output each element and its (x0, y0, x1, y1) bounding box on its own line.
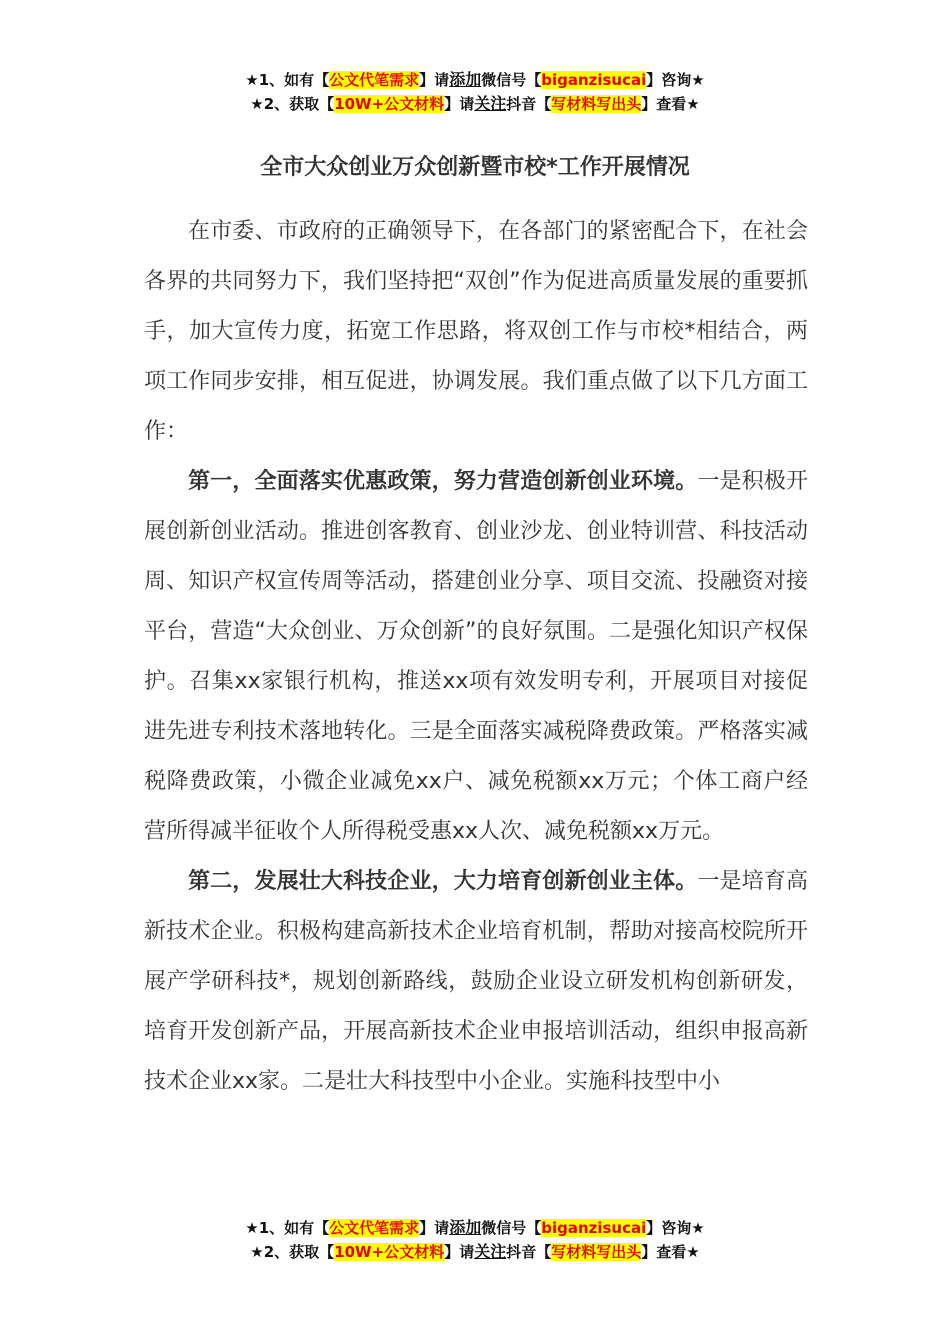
header-promo-banner (0, 68, 950, 116)
highlight-wechat-id: biganzisucai (541, 71, 647, 89)
footer-promo-banner (0, 1216, 950, 1264)
paragraph-second: 第二，发展壮大科技企业，大力培育创新创业主体。一是培育高新技术企业。积极构建高新技术企业培育机制，帮助对接高校院所开展产学研科技*，规划创新路线，鼓励企业设立研发机构创新研发，培育开发创新产品，开展高新技术企业申报培训活动，组织申报高新技术企业xx家。二是壮大科技型中小企业。实施科技型中小 (144, 869, 808, 1094)
highlight-materials: 10W+公文材料 (334, 1243, 445, 1261)
paragraph-heading: 第二，发展壮大科技企业，大力培育创新创业主体。 (188, 869, 698, 894)
document-body (144, 207, 808, 1107)
emphasis-add: 添加 (449, 70, 482, 89)
paragraph-first: 第一，全面落实优惠政策，努力营造创新创业环境。一是积极开展创新创业活动。推进创客教育、创业沙龙、创业特训营、科技活动周、知识产权宣传周等活动，搭建创业分享、项目交流、投融资对接平台，营造“大众创业、万众创新”的良好氛围。二是强化知识产权保护。召集xx家银行机构，推送xx项有效发明专利，开展项目对接促进先进专利技术落地转化。三是全面落实减税降费政策。严格落实减税降费政策，小微企业减免xx户、减免税额xx万元；个体工商户经营所得减半征收个人所得税受惠xx人次、减免税额xx万元。 (144, 469, 808, 844)
emphasis-follow: 关注 (474, 1242, 507, 1261)
highlight-wechat-id: biganzisucai (541, 1219, 647, 1237)
highlight-douyin-account: 写材料写出头 (551, 1243, 642, 1261)
emphasis-follow: 关注 (474, 94, 507, 113)
highlight-douyin-account: 写材料写出头 (551, 95, 642, 113)
promo-line-2: ★2、获取【10W+公文材料】请关注抖音【写材料写出头】查看★ (250, 94, 700, 113)
promo-line-1: ★1、如有【公文代笔需求】请添加微信号【biganzisucai】咨询★ (245, 1218, 705, 1237)
promo-line-1: ★1、如有【公文代笔需求】请添加微信号【biganzisucai】咨询★ (245, 70, 705, 89)
paragraph-intro: 在市委、市政府的正确领导下，在各部门的紧密配合下，在社会各界的共同努力下，我们坚持把“双创”作为促进高质量发展的重要抓手，加大宣传力度，拓宽工作思路，将双创工作与市校*相结合，两项工作同步安排，相互促进，协调发展。我们重点做了以下几方面工作： (144, 219, 808, 444)
highlight-ghostwriting: 公文代笔需求 (329, 71, 420, 89)
promo-line-2: ★2、获取【10W+公文材料】请关注抖音【写材料写出头】查看★ (250, 1242, 700, 1261)
highlight-materials: 10W+公文材料 (334, 95, 445, 113)
highlight-ghostwriting: 公文代笔需求 (329, 1219, 420, 1237)
emphasis-add: 添加 (449, 1218, 482, 1237)
document-title: 全市大众创业万众创新暨市校*工作开展情况 (260, 155, 690, 180)
paragraph-heading: 第一，全面落实优惠政策，努力营造创新创业环境。 (188, 469, 698, 494)
